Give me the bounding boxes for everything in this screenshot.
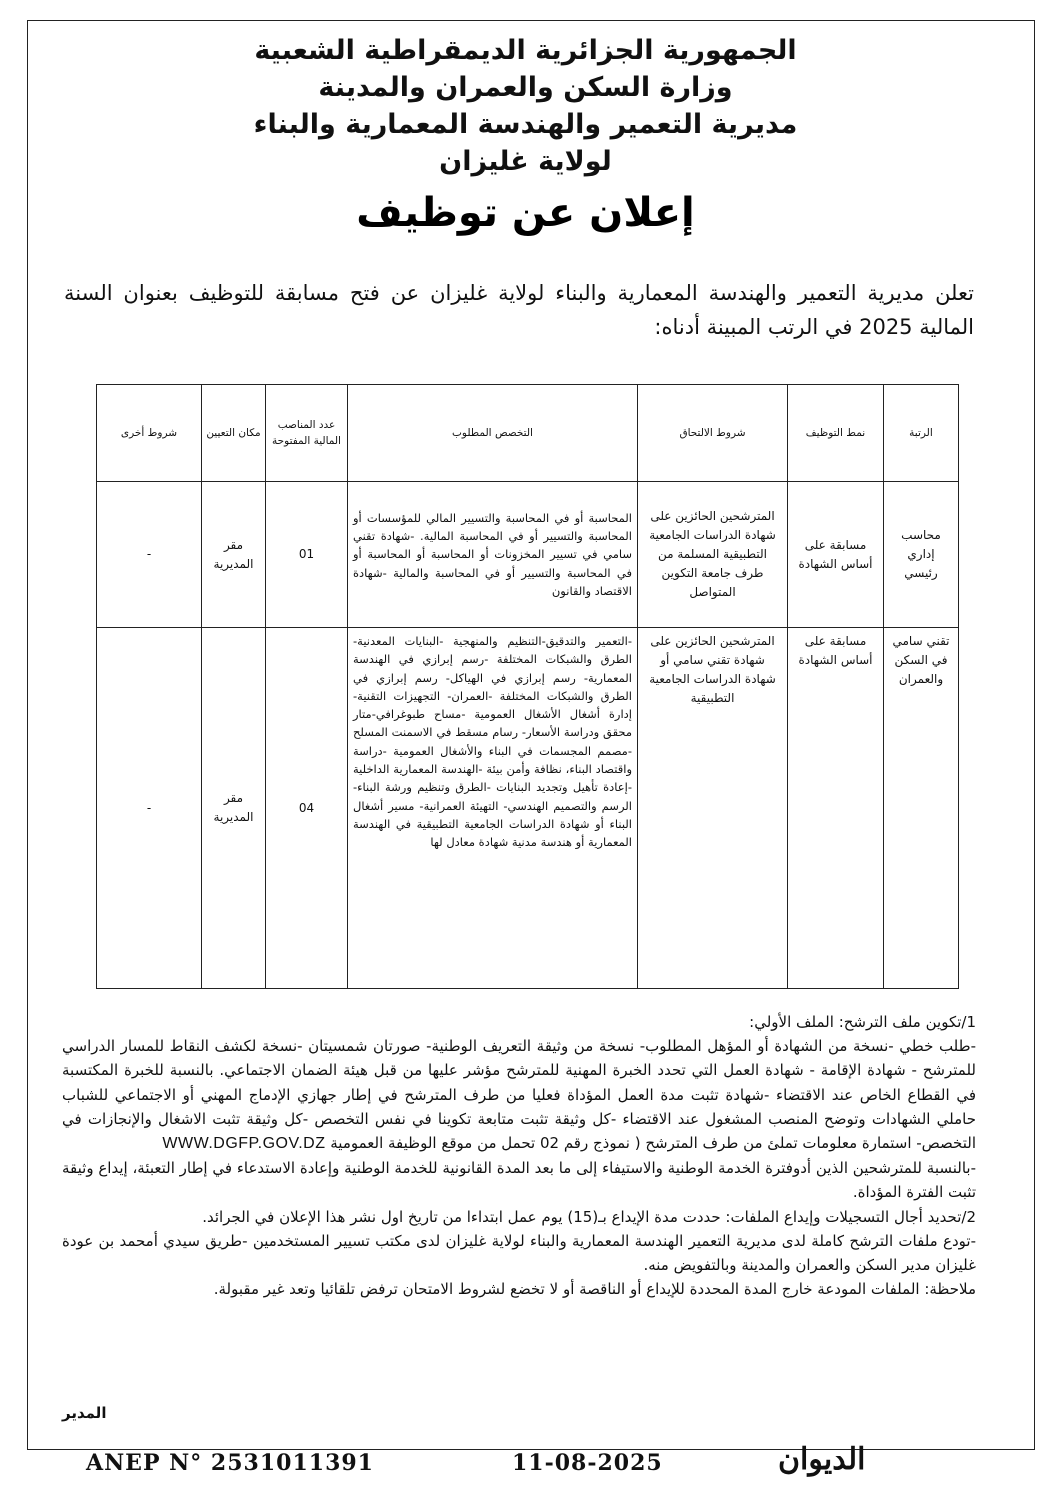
- cell-positions: 04: [266, 628, 348, 989]
- cell-other: -: [97, 628, 202, 989]
- cell-rank: محاسب إداري رئيسي: [884, 482, 959, 628]
- cell-specialty: المحاسبة أو في المحاسبة والتسيير المالي للمؤسسات أو المحاسبة والتسيير أو في المحاسبة المالية. -شهادة تقني سامي في تسيير المخزونات أو المحاسبة أو المحاسبة أو في المحاسبة والتسيير أو في المحاسبة والمالية -شهادة الاقتصاد والقانون: [348, 482, 638, 628]
- cell-positions: 01: [266, 482, 348, 628]
- cell-mode: مسابقة على أساس الشهادة: [788, 628, 884, 989]
- intro-paragraph: تعلن مديرية التعمير والهندسة المعمارية والبناء لولاية غليزان عن فتح مسابقة للتوظيف بعنوان السنة المالية 2025 في الرتب المبينة أدناه:: [64, 281, 974, 339]
- cell-location: مقر المديرية: [202, 628, 266, 989]
- required-documents: [62, 1034, 976, 1156]
- note-paragraph: ملاحظة: الملفات المودعة خارج المدة المحددة للإيداع أو الناقصة أو لا تخضع لشروط الامتحان ترفض تلقائيا وتعد غير مقبولة.: [213, 1280, 976, 1299]
- deadline-paragraph: 2/تحديد أجال التسجيلات وإيداع الملفات: حددت مدة الإيداع بـ(15) يوم عمل ابتداءا من تاريخ اول نشر هذا الإعلان في الجرائد.: [202, 1207, 976, 1226]
- letterhead: [0, 32, 1051, 180]
- header-specialty: التخصص المطلوب: [348, 385, 638, 482]
- ministry-name: وزارة السكن والعمران والمدينة: [318, 72, 733, 103]
- publication-date: 11-08-2025: [512, 1450, 663, 1476]
- announcement-title: إعلان عن توظيف: [356, 190, 695, 236]
- header-positions: عدد المناصب المالية المفتوحة: [266, 385, 348, 482]
- directorate-name: مديرية التعمير والهندسة المعمارية والبناء: [253, 109, 798, 140]
- national-service-note: -بالنسبة للمترشحين الذين أدوفترة الخدمة الوطنية والاستيفاء إلى ما بعد المدة القانونية للخدمة الوطنية وإعادة الاستدعاء في إطار التعبئة، إيداع وثيقة تثبت الفترة المؤداة.: [62, 1159, 976, 1202]
- footer: [0, 1442, 1051, 1486]
- province-name: لولاية غليزان: [439, 146, 612, 177]
- cell-specialty: -التعمير والتدقيق-التنظيم والمنهجية -البنايات المعدنية- الطرق والشبكات المختلفة -رسم إبرازي في الهندسة المعمارية- رسم إبرازي في الهياكل- رسم إبرازي في الطرق والشبكات المختلفة -العمران- التجهيزات التقنية- إدارة أشغال الأشغال العمومية -مساح طبوغرافي-متار محقق ودراسة الأسعار- رسام مسقط في الاسمنت المسلح -مصمم المجسمات في البناء والأشغال العمومية -دراسة واقتصاد البناء، نظافة وأمن بيئة -الهندسة المعمارية الداخلية -إعادة تأهيل وتجديد البنايات -الطرق وتنظيم ورشة البناء- الرسم والتصميم الهندسي- التهيئة العمرانية- مسير أشغال البناء أو شهادة الدراسات الجامعية التطبيقية في الهندسة المعمارية أو هندسة مدنية شهادة معادل لها: [348, 628, 638, 989]
- header-rank: الرتبة: [884, 385, 959, 482]
- submission-paragraph: -تودع ملفات الترشح كاملة لدى مديرية التعمير الهندسة المعمارية والبناء لولاية غليزان لدى مكتب تسيير المستخدمين -طريق سيدي أمحمد بن عودة غليزان مدير السكن والعمران والمدينة وبالتفويض منه.: [62, 1231, 976, 1275]
- announcement-body: [62, 1010, 976, 1301]
- cell-mode: مسابقة على أساس الشهادة: [788, 482, 884, 628]
- header-conditions: شروط الالتحاق: [638, 385, 788, 482]
- country-name: الجمهورية الجزائرية الديمقراطية الشعبية: [254, 35, 797, 66]
- header-location: مكان التعيين: [202, 385, 266, 482]
- cell-location: مقر المديرية: [202, 482, 266, 628]
- newspaper-logo: الديوان: [778, 1442, 866, 1477]
- signature: المدير: [62, 1404, 107, 1422]
- table-row: [97, 628, 959, 989]
- table-header-row: [97, 385, 959, 482]
- header-mode: نمط التوظيف: [788, 385, 884, 482]
- cell-rank: تقني سامي في السكن والعمران: [884, 628, 959, 989]
- cell-other: -: [97, 482, 202, 628]
- cell-conditions: المترشحين الحائزين على شهادة الدراسات الجامعية التطبيقية المسلمة من طرف جامعة التكوين المتواصل: [638, 482, 788, 628]
- header-other: شروط أخرى: [97, 385, 202, 482]
- anep-number: ANEP N° 2531011391: [86, 1450, 374, 1476]
- website-link[interactable]: WWW.DGFP.GOV.DZ: [162, 1135, 326, 1153]
- table-row: [97, 482, 959, 628]
- documents-text: -طلب خطي -نسخة من الشهادة أو المؤهل المطلوب- نسخة من وثيقة التعريف الوطنية- صورتان شمسيتان -نسخة لكشف النقاط للمسار الدراسي للمترشح - شهادة الإقامة - شهادة العمل التي تحدد الخبرة المهنية للمترشح مؤشر عليها من قبل هيئة الضمان الاجتماعي. بالنسبة للخبرة المكتسبة في القطاع الخاص عند الاقتضاء -شهادة تثبت مدة العمل المؤداة فعليا من طرف المترشح في إطار جهازي الإدماج المهني أو الاجتماعي للشباب حاملي الشهادات وتوضح المنصب المشغول عند الاقتضاء -كل وثيقة تثبت متابعة تكوينا في نفس التخصص -كل وثيقة تثبت الاشغال والإنجازات في التخصص- استمارة معلومات تملئ من طرف المترشح ( نموذج رقم 02 تحمل من موقع الوظيفة العمومية: [62, 1037, 976, 1153]
- recruitment-table: [96, 384, 959, 989]
- cell-conditions: المترشحين الحائزين على شهادة تقني سامي أو شهادة الدراسات الجامعية التطبيقية: [638, 628, 788, 989]
- section-file-heading: 1/تكوين ملف الترشح: الملف الأولي:: [749, 1013, 976, 1031]
